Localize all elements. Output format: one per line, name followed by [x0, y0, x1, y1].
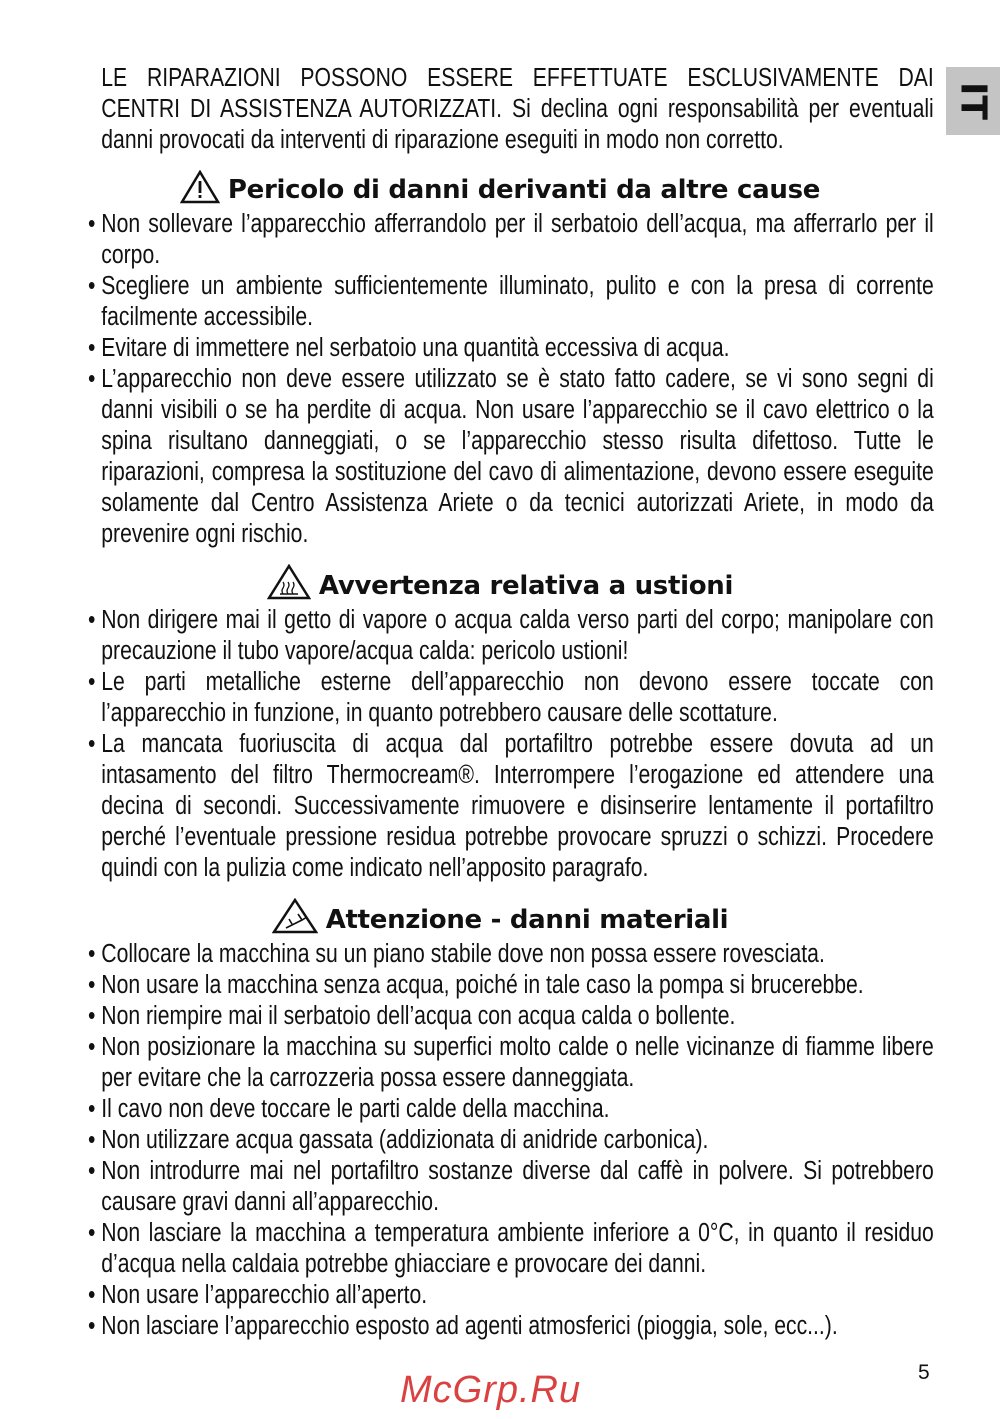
list-item-text: Le parti metalliche esterne dell’apparecchio non devono essere toccate con l’apparecchio in funzione, in quanto potrebbero causare delle scottature.: [101, 668, 934, 727]
watermark: McGrp.Ru: [400, 1369, 582, 1411]
bullet: •: [88, 210, 96, 238]
list-item-text: La mancata fuoriuscita di acqua dal portafiltro potrebbe essere dovuta ad un intasamento del filtro Thermocream®. Interrompere l’erogazione ed attendere una decina di secondi. Successivamente rimuovere e disinserire lentamente il portafiltro perché l’eventuale pressione residua potrebbe provocare spruzzi o schizzi. Procedere quindi con la pulizia come indicato nell’apposito paragrafo.: [101, 730, 934, 882]
list-item: [88, 364, 934, 550]
bullet: •: [88, 334, 96, 362]
bullet: •: [88, 1312, 96, 1340]
list-item-text: Evitare di immettere nel serbatoio una quantità eccessiva di acqua.: [101, 334, 730, 362]
warning-icon: [180, 170, 220, 204]
list-item-text: Scegliere un ambiente sufficientemente illuminato, pulito e con la presa di corrente facilmente accessibile.: [101, 272, 934, 331]
bullet: •: [88, 730, 96, 758]
list-item-text: Non introdurre mai nel portafiltro sostanze diverse dal caffè in polvere. Si potrebbero causare gravi danni all’apparecchio.: [101, 1157, 934, 1216]
list-item: [88, 729, 934, 884]
list-item-text: Non utilizzare acqua gassata (addizionata di anidride carbonica).: [101, 1126, 709, 1154]
list-item-text: Collocare la macchina su un piano stabile dove non possa essere rovesciata.: [101, 940, 825, 968]
list-item: [88, 1032, 934, 1094]
material-damage-icon: [272, 898, 318, 934]
section-heading-material-damage: Attenzione - danni materiali: [0, 898, 1000, 936]
list-item: [88, 1001, 934, 1032]
bullet: •: [88, 272, 96, 300]
bullet: •: [88, 606, 96, 634]
bullet: •: [88, 668, 96, 696]
list-item-text: Non lasciare l’apparecchio esposto ad agenti atmosferici (pioggia, sole, ecc...).: [101, 1312, 838, 1340]
list-item-text: Non sollevare l’apparecchio afferrandolo per il serbatoio dell’acqua, ma afferrarlo per il corpo.: [101, 210, 934, 269]
list-item-text: Non lasciare la macchina a temperatura ambiente inferiore a 0°C, in quanto il residuo d’acqua nella caldaia potrebbe ghiacciare e provocare dei danni.: [101, 1219, 934, 1278]
list-item: [88, 1218, 934, 1280]
bullet: •: [88, 1219, 96, 1247]
page-content: [0, 63, 1000, 1342]
list-item: [88, 1094, 934, 1125]
bullet: •: [88, 971, 96, 999]
list-item-text: Il cavo non deve toccare le parti calde della macchina.: [101, 1095, 610, 1123]
intro-paragraph: LE RIPARAZIONI POSSONO ESSERE EFFETTUATE ESCLUSIVAMENTE DAI CENTRI DI ASSISTENZA AUTORIZZATI. Si declina ogni responsabilità per eventuali danni provocati da interventi di riparazione eseguiti in modo non corretto.: [101, 64, 934, 154]
bullet: •: [88, 940, 96, 968]
page-number: 5: [918, 1361, 930, 1384]
bullet: •: [88, 1033, 96, 1061]
section-heading-other-causes: Pericolo di danni derivanti da altre cause: [0, 170, 1000, 206]
list-item: [88, 667, 934, 729]
list-item: [88, 271, 934, 333]
section-list-burns: [88, 605, 934, 884]
section-list-other-causes: [88, 209, 934, 550]
bullet: •: [88, 1002, 96, 1030]
list-item-text: Non riempire mai il serbatoio dell’acqua con acqua calda o bollente.: [101, 1002, 736, 1030]
bullet: •: [88, 1281, 96, 1309]
list-item: [88, 333, 934, 364]
list-item-text: L’apparecchio non deve essere utilizzato se è stato fatto cadere, se vi sono segni di danni visibili o se ha perdite di acqua. Non usare l’apparecchio se il cavo elettrico o la spina risultano danneggiati, o se l’apparecchio stesso risulta difettoso. Tutte le riparazioni, compresa la sostituzione del cavo di alimentazione, devono essere eseguite solamente dal Centro Assistenza Ariete o da tecnici autorizzati Ariete, in modo da prevenire ogni rischio.: [101, 365, 934, 548]
list-item: [88, 1125, 934, 1156]
bullet: •: [88, 1126, 96, 1154]
list-item: [88, 605, 934, 667]
bullet: •: [88, 1157, 96, 1185]
list-item-text: Non usare la macchina senza acqua, poiché in tale caso la pompa si brucerebbe.: [101, 971, 864, 999]
list-item: [88, 1156, 934, 1218]
language-tab: IT: [946, 67, 1000, 135]
list-item: [88, 1311, 934, 1342]
bullet: •: [88, 365, 96, 393]
list-item-text: Non dirigere mai il getto di vapore o acqua calda verso parti del corpo; manipolare con precauzione il tubo vapore/acqua calda: pericolo ustioni!: [101, 606, 934, 665]
hot-surface-icon: [267, 564, 311, 600]
list-item: [88, 939, 934, 970]
list-item-text: Non posizionare la macchina su superfici molto calde o nelle vicinanze di fiamme libere per evitare che la carrozzeria possa essere danneggiata.: [101, 1033, 934, 1092]
list-item: [88, 970, 934, 1001]
section-list-material-damage: [88, 939, 934, 1342]
list-item: [88, 209, 934, 271]
bullet: •: [88, 1095, 96, 1123]
list-item-text: Non usare l’apparecchio all’aperto.: [101, 1281, 428, 1309]
section-heading-burns: Avvertenza relativa a ustioni: [0, 564, 1000, 602]
list-item: [88, 1280, 934, 1311]
